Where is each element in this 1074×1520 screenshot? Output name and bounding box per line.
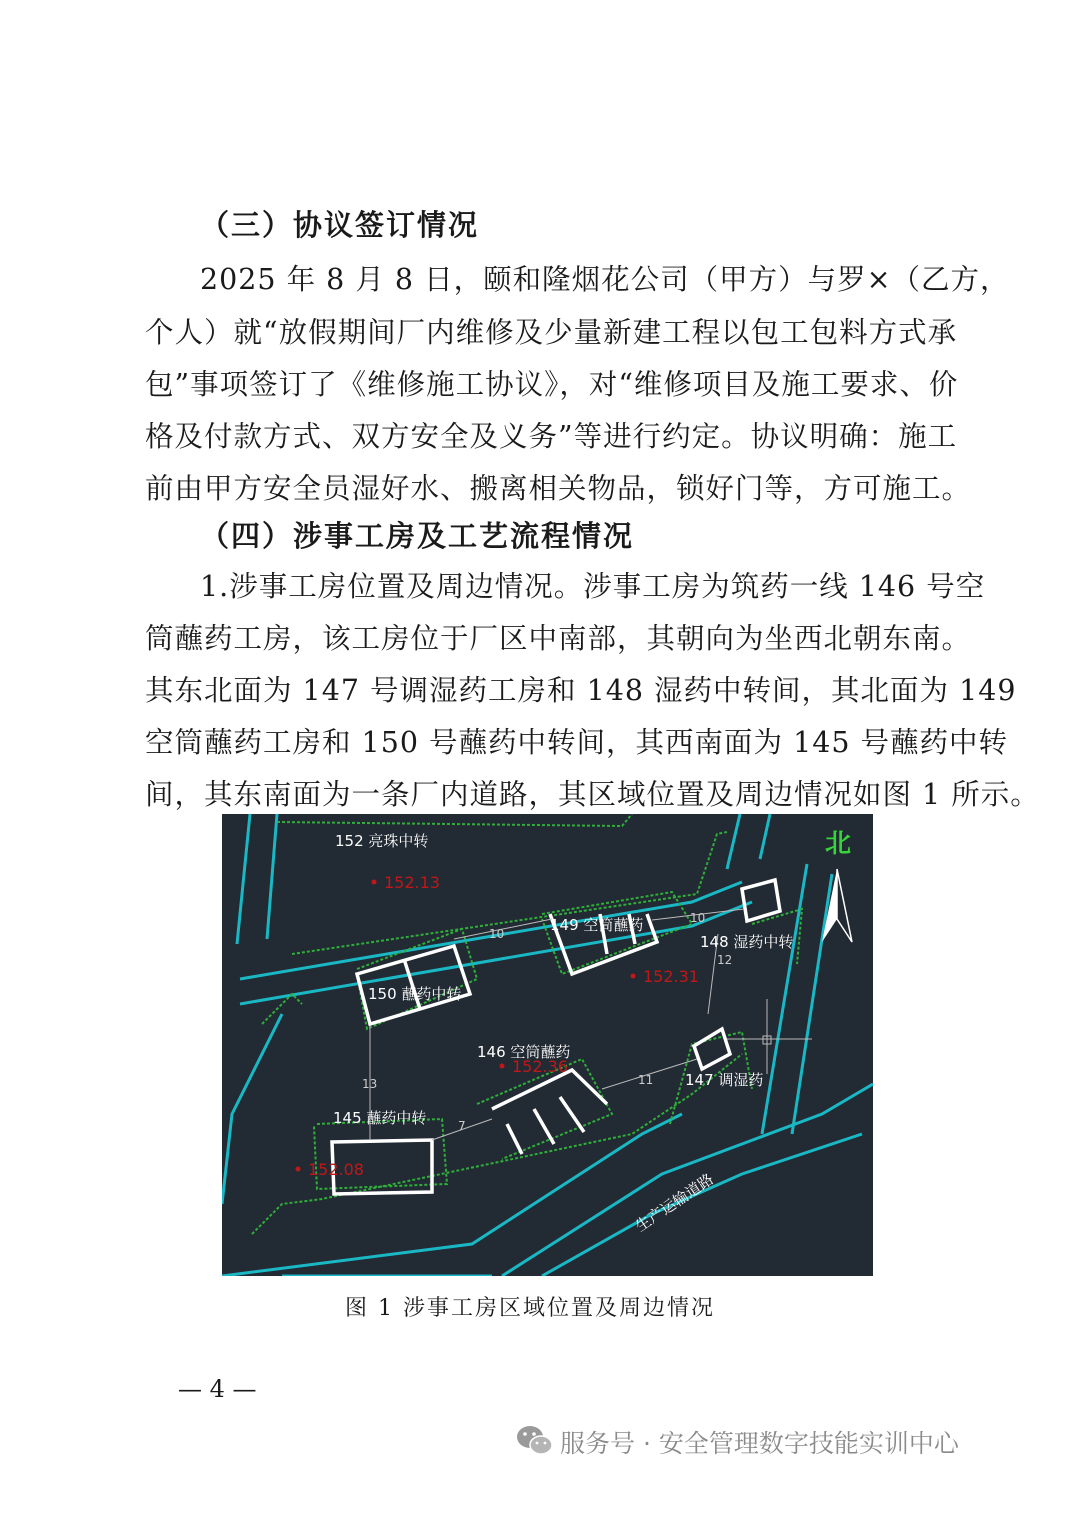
body-line: 前由甲方安全员湿好水、搬离相关物品，锁好门等，方可施工。	[145, 472, 972, 505]
page-number: — 4 —	[178, 1375, 257, 1403]
elevation-marker	[296, 1167, 301, 1172]
label-150: 150 蘸药中转	[368, 985, 462, 1003]
distance-label: 12	[717, 953, 733, 967]
body-line: 格及付款方式、双方安全及义务”等进行约定。协议明确：施工	[145, 420, 958, 453]
label-145: 145 蘸药中转	[333, 1109, 427, 1127]
label-146: 146 空筒蘸药	[477, 1043, 571, 1061]
label-152: 152 亮珠中转	[335, 832, 429, 850]
north-label: 北	[825, 829, 852, 859]
site-map-figure	[222, 814, 873, 1276]
elevation-label: 152.36	[512, 1057, 568, 1076]
distance-label: 10	[690, 911, 706, 925]
body-line: 包”事项签订了《维修施工协议》，对“维修项目及施工要求、价	[145, 368, 959, 401]
label-147: 147 调湿药	[685, 1071, 764, 1089]
body-line: 空筒蘸药工房和 150 号蘸药中转间，其西南面为 145 号蘸药中转	[145, 726, 1009, 759]
watermark-text: 服务号 · 安全管理数字技能实训中心	[560, 1429, 959, 1458]
elevation-label: 152.08	[308, 1160, 364, 1179]
elevation-label: 152.31	[643, 967, 699, 986]
body-line: 其东北面为 147 号调湿药工房和 148 湿药中转间，其北面为 149	[145, 674, 1017, 707]
section-3-heading: （三）协议签订情况	[200, 208, 480, 242]
elevation-marker	[500, 1064, 505, 1069]
wechat-icon	[515, 1423, 555, 1459]
label-149: 149 空筒蘸药	[550, 916, 644, 934]
distance-label: 7	[458, 1119, 466, 1133]
distance-label: 13	[362, 1077, 378, 1091]
body-line: 间，其东南面为一条厂内道路，其区域位置及周边情况如图 1 所示。	[145, 778, 1040, 811]
label-148: 148 湿药中转	[700, 933, 794, 951]
elevation-label: 152.13	[384, 873, 440, 892]
elevation-marker	[372, 880, 377, 885]
figure-caption: 图 1 涉事工房区域位置及周边情况	[345, 1296, 715, 1321]
elevation-marker	[631, 974, 636, 979]
body-line: 2025 年 8 月 8 日，颐和隆烟花公司（甲方）与罗×（乙方，	[200, 263, 1010, 296]
section-4-heading: （四）涉事工房及工艺流程情况	[200, 519, 635, 553]
distance-label: 11	[638, 1073, 654, 1087]
body-line: 1.涉事工房位置及周边情况。涉事工房为筑药一线 146 号空	[200, 570, 986, 603]
distance-label: 10	[489, 927, 505, 941]
road-label: 生产运输道路	[632, 1170, 717, 1236]
body-line: 筒蘸药工房，该工房位于厂区中南部，其朝向为坐西北朝东南。	[145, 622, 972, 655]
body-line: 个人）就“放假期间厂内维修及少量新建工程以包工包料方式承	[145, 316, 958, 349]
